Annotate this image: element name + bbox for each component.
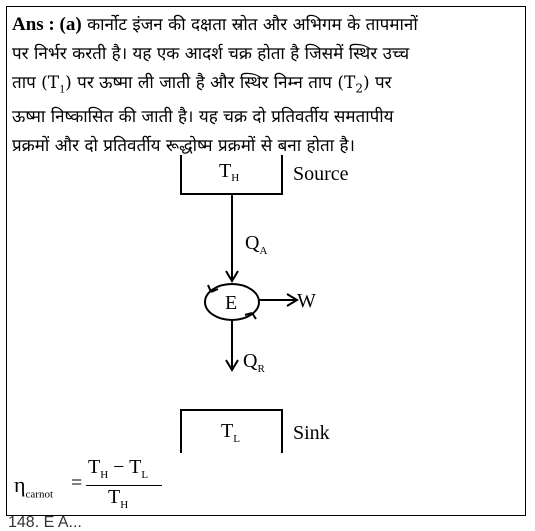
heat-in-label: $Q_A$	[245, 232, 268, 257]
answer-line-4: ऊष्मा निष्कासित की जाती है। यह चक्र दो प्रतिवर्तीय समतापीय	[12, 107, 394, 128]
sink-label: Sink	[293, 422, 330, 444]
answer-label: Ans : (a)	[12, 14, 82, 35]
next-question-fragment: 148. E A...	[8, 514, 82, 531]
answer-line-2: पर निर्भर करती है। यह एक आदर्श चक्र होता है जिसमें स्थिर उच्च	[12, 44, 410, 64]
answer-line-1: Ans : (a) कार्नोट इंजन की दक्षता स्रोत और अभिगम के तापमानों	[12, 14, 418, 35]
source-label: Source	[293, 163, 349, 185]
source-temperature: $T_H$	[219, 160, 240, 184]
carnot-efficiency-formula	[14, 454, 194, 516]
answer-line-3: ताप $(T_1)$ पर ऊष्मा ली जाती है और स्थिर निम्न ताप $(T_2)$ पर	[12, 73, 392, 96]
formula-numerator: $T_H - T_L$	[88, 456, 149, 481]
sink-temperature: $T_L$	[221, 420, 240, 445]
engine-label: E	[225, 292, 238, 314]
heat-out-label: $Q_R$	[243, 350, 265, 375]
formula-denominator: $T_H$	[108, 486, 129, 511]
equals-sign: =	[71, 472, 83, 494]
efficiency-symbol: $\eta_{carnot}$	[14, 472, 53, 501]
work-label: W	[297, 290, 316, 312]
answer-line-5: प्रक्रमों और दो प्रतिवर्तीय रूद्धोष्म प्रक्रमों से बना होता है।	[12, 136, 355, 157]
